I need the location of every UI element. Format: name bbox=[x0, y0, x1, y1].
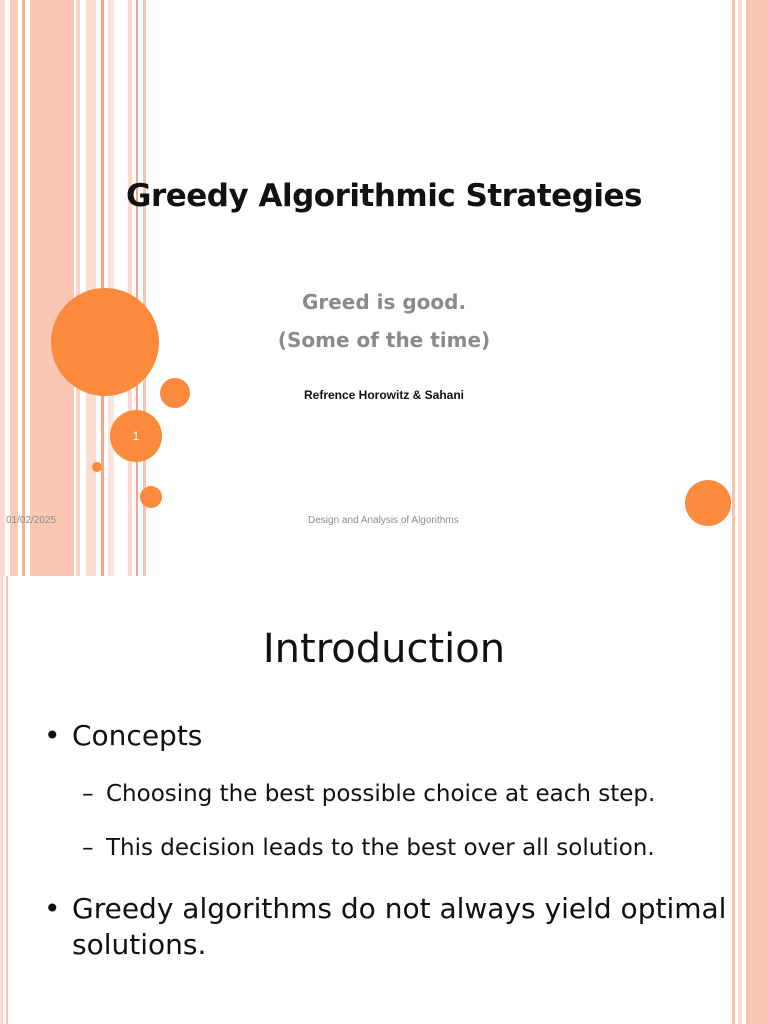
right-stripe bbox=[746, 0, 768, 576]
bullet-text-line-2: solutions. bbox=[72, 928, 207, 961]
introduction-slide bbox=[0, 576, 768, 1024]
bullet-item bbox=[44, 891, 727, 963]
left-stripe bbox=[0, 0, 5, 576]
footer-course-title: Design and Analysis of Algorithms bbox=[308, 515, 459, 526]
small-circle-icon bbox=[140, 486, 162, 508]
left-stripe bbox=[76, 0, 80, 576]
sub-bullet-text: Choosing the best possible choice at each step. bbox=[106, 781, 656, 807]
subtitle-line-2: (Some of the time) bbox=[277, 328, 491, 352]
dash-icon: – bbox=[82, 835, 94, 861]
left-stripe bbox=[30, 0, 74, 576]
sub-bullet-item bbox=[82, 779, 656, 809]
sub-bullet-item bbox=[82, 833, 655, 863]
left-stripe bbox=[22, 0, 25, 576]
dash-icon: – bbox=[82, 781, 94, 807]
reference-text: Refrence Horowitz & Sahani bbox=[303, 388, 465, 402]
slide-number: 1 bbox=[132, 429, 140, 443]
right-circle-icon bbox=[685, 480, 731, 526]
bullet-text: Concepts bbox=[72, 719, 203, 752]
bullet-item bbox=[44, 718, 203, 754]
right-stripe bbox=[732, 0, 735, 576]
sub-bullet-text: This decision leads to the best over all solution. bbox=[106, 835, 655, 861]
slide-title: Introduction bbox=[262, 626, 506, 672]
left-stripe bbox=[10, 0, 18, 576]
left-stripe bbox=[136, 0, 138, 576]
bullet-icon: • bbox=[44, 892, 61, 925]
slide-title: Greedy Algorithmic Strategies bbox=[126, 178, 642, 214]
bullet-text-line-1: Greedy algorithms do not always yield optimal bbox=[72, 892, 727, 925]
left-stripe bbox=[128, 0, 132, 576]
bullet-icon: • bbox=[44, 719, 61, 752]
footer-date: 01/02/2025 bbox=[6, 515, 57, 526]
tiny-circle-icon bbox=[92, 462, 102, 472]
right-stripe bbox=[738, 0, 742, 576]
subtitle-line-1: Greed is good. bbox=[301, 290, 467, 314]
